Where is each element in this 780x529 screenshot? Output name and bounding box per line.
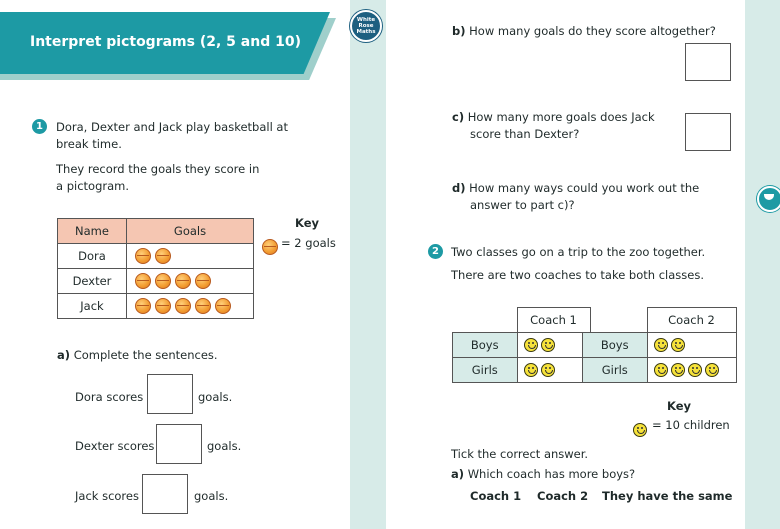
q2-key-text: = 10 children <box>652 418 730 432</box>
q1d-line2: answer to part c)? <box>470 198 575 212</box>
header-name: Name <box>58 219 127 244</box>
basketball-icon <box>135 273 151 289</box>
option-coach-1[interactable]: Coach 1 <box>470 489 522 503</box>
smiley-face-icon <box>705 363 719 377</box>
sentence-after: goals. <box>207 439 242 453</box>
q2a-text: Which coach has more boys? <box>467 467 636 481</box>
q1a-text: Complete the sentences. <box>73 348 218 362</box>
basketball-icon <box>135 248 151 264</box>
row-name: Dora <box>58 244 127 269</box>
q1c-line1: How many more goals does Jack <box>467 110 655 124</box>
q1b-text: How many goals do they score altogether? <box>469 24 716 38</box>
sentence-before: Dexter scores <box>75 439 155 453</box>
smiley-face-icon <box>524 338 538 352</box>
basketball-icon <box>155 273 171 289</box>
smiley-face-icon <box>541 363 555 377</box>
basketball-icon <box>175 298 191 314</box>
jack-goals-answer-box[interactable] <box>142 474 188 514</box>
smiley-face-icon <box>524 363 538 377</box>
smiley-face-icon <box>654 363 668 377</box>
table-row <box>453 332 591 357</box>
row-label: Girls <box>583 357 648 382</box>
q2-instruction: Tick the correct answer. <box>451 447 589 461</box>
dexter-goals-answer-box[interactable] <box>156 424 202 464</box>
question-number-2: 2 <box>428 244 443 259</box>
difference-answer-box[interactable] <box>685 113 731 151</box>
smiley-face-icon <box>688 363 702 377</box>
coach-title: Coach 2 <box>647 308 736 333</box>
page-gutter <box>350 0 386 529</box>
key-smiley-icon <box>633 419 650 438</box>
page-title: Interpret pictograms (2, 5 and 10) <box>30 34 301 50</box>
sentence-after: goals. <box>198 390 233 404</box>
row-goals <box>127 244 254 269</box>
smiley-face-icon <box>671 363 685 377</box>
basketball-icon <box>215 298 231 314</box>
table-row <box>583 357 737 382</box>
coach-title: Coach 1 <box>517 308 590 333</box>
row-icons <box>517 332 590 357</box>
sentence-after: goals. <box>194 489 229 503</box>
sentence-before: Jack scores <box>75 489 139 503</box>
option-coach-2[interactable]: Coach 2 <box>537 489 589 503</box>
q1b-letter: b) <box>452 24 466 38</box>
basketball-icon <box>195 298 211 314</box>
row-icons <box>647 357 736 382</box>
table-row <box>58 244 254 269</box>
row-icons <box>647 332 736 357</box>
table-row <box>58 269 254 294</box>
question-number-1: 1 <box>32 119 47 134</box>
page-side-margin <box>745 0 780 529</box>
row-label: Girls <box>453 357 518 382</box>
basketball-icon <box>195 273 211 289</box>
q1d-line1: How many ways could you work out the <box>469 181 700 195</box>
dora-goals-answer-box[interactable] <box>147 374 193 414</box>
row-name: Jack <box>58 294 127 319</box>
goals-pictogram-table <box>57 218 254 319</box>
q1c-line2: score than Dexter? <box>470 127 580 141</box>
row-name: Dexter <box>58 269 127 294</box>
table-row <box>58 294 254 319</box>
q2-line1: Two classes go on a trip to the zoo together. <box>451 245 706 259</box>
q1-intro-line2: break time. <box>56 137 122 151</box>
basketball-icon <box>155 248 171 264</box>
smiley-face-icon <box>541 338 555 352</box>
option-same[interactable]: They have the same <box>602 489 733 503</box>
q1-intro-line4: a pictogram. <box>56 179 129 193</box>
basketball-icon <box>155 298 171 314</box>
q1-key-title: Key <box>295 216 320 230</box>
total-goals-answer-box[interactable] <box>685 43 731 81</box>
row-label: Boys <box>453 332 518 357</box>
q1-intro-line1: Dora, Dexter and Jack play basketball at <box>56 120 288 134</box>
row-goals <box>127 269 254 294</box>
basketball-icon <box>175 273 191 289</box>
row-icons <box>517 357 590 382</box>
q1c-letter: c) <box>452 110 465 124</box>
basketball-icon <box>135 298 151 314</box>
key-basketball-icon <box>262 236 282 255</box>
header-goals: Goals <box>127 219 254 244</box>
row-goals <box>127 294 254 319</box>
coach-2-table <box>582 307 737 383</box>
white-rose-maths-logo: White Rose Maths <box>350 10 382 42</box>
q2-line2: There are two coaches to take both classes. <box>451 268 704 282</box>
smiley-face-icon <box>671 338 685 352</box>
sentence-before: Dora scores <box>75 390 144 404</box>
page-tab-icon[interactable] <box>757 186 780 212</box>
table-row <box>583 332 737 357</box>
coach-1-table <box>452 307 591 383</box>
q1a-letter: a) <box>57 348 71 362</box>
q1-intro-line3: They record the goals they score in <box>56 162 260 176</box>
q1d-letter: d) <box>452 181 466 195</box>
q2a-letter: a) <box>451 467 465 481</box>
q1-key-text: = 2 goals <box>281 236 336 250</box>
row-label: Boys <box>583 332 648 357</box>
smiley-face-icon <box>654 338 668 352</box>
q2-key-title: Key <box>667 399 692 413</box>
table-row <box>453 357 591 382</box>
